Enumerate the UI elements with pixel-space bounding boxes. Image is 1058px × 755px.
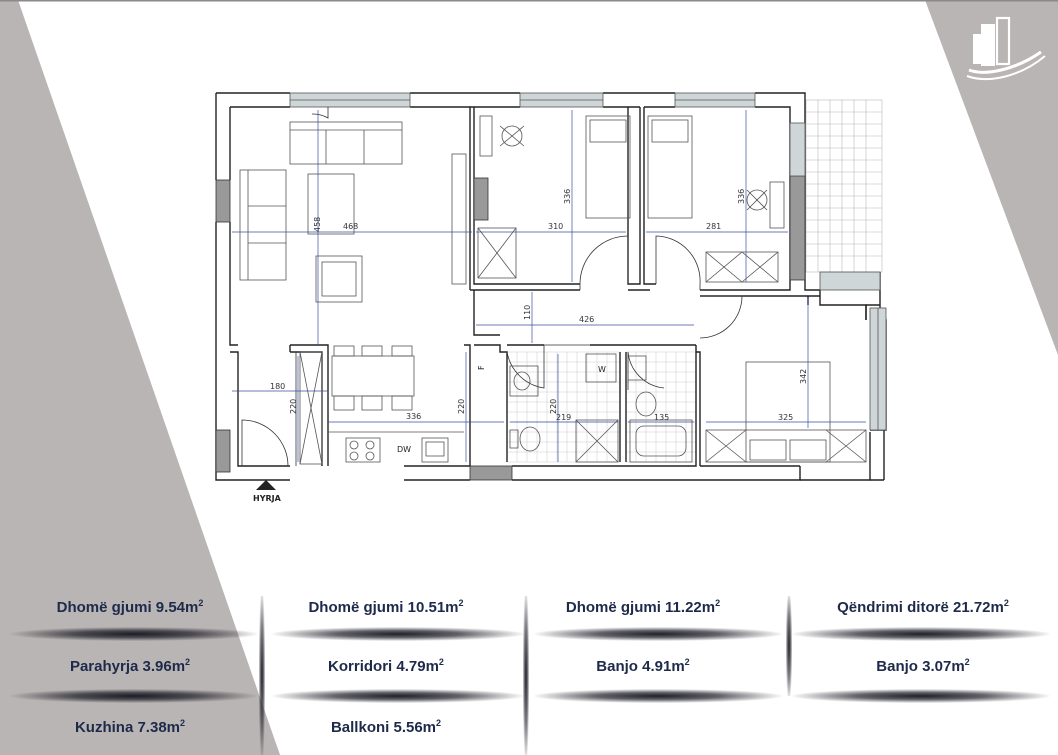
area-corridor: Korridori $4.79m^2$ (328, 657, 444, 675)
row-divider (792, 689, 1050, 703)
sofa-left (240, 170, 286, 280)
dim-180: 180 (270, 382, 286, 391)
bed-3 (746, 362, 830, 462)
dim-219: 219 (556, 413, 572, 422)
area-bedroom-3: Dhomë gjumi $11.22m^2$ (565, 598, 721, 616)
entrance-marker (253, 480, 282, 503)
area-living-room: Qëndrimi ditorë $21.72m^2$ (837, 598, 1009, 616)
dim-220-a: 220 (289, 398, 298, 414)
washbasin-2 (628, 356, 646, 380)
area-balcony: Ballkoni $5.56m^2$ (330, 718, 442, 736)
column-divider (786, 596, 792, 696)
row-divider (792, 627, 1050, 641)
dining-table (332, 356, 414, 396)
wardrobe-2 (706, 252, 778, 282)
bed-2 (648, 116, 692, 218)
dim-458: 458 (313, 216, 322, 232)
bed-1 (586, 116, 630, 218)
dim-426: 426 (579, 315, 595, 324)
dimension-labels (270, 189, 808, 454)
area-bedroom-2: Dhomë gjumi $10.51m^2$ (308, 598, 464, 616)
area-bedroom-1: Dhomë gjumi $9.54m^2$ (56, 598, 204, 616)
dim-336-c: 336 (406, 412, 422, 421)
dim-281: 281 (706, 222, 722, 231)
dim-110: 110 (523, 304, 532, 320)
dim-220-b: 220 (457, 398, 466, 414)
row-divider (272, 627, 524, 641)
area-bathroom-1: Banjo $4.91m^2$ (596, 657, 690, 675)
dim-310: 310 (548, 222, 564, 231)
armchair (316, 256, 362, 302)
dim-468: 468 (343, 222, 359, 231)
area-kitchen: Kuzhina $7.38m^2$ (74, 718, 186, 736)
entrance-arrow-icon (256, 480, 276, 490)
washer-label: W (598, 365, 606, 374)
balcony-tiles (806, 100, 882, 272)
dim-336-a: 336 (563, 188, 572, 204)
area-bathroom-2: Banjo $3.07m^2$ (876, 657, 970, 675)
column-divider (259, 596, 265, 755)
dim-342: 342 (799, 368, 808, 384)
row-divider (272, 689, 524, 703)
dishwasher-label: DW (397, 445, 412, 454)
entrance-label: HYRJA (253, 494, 281, 503)
row-divider (534, 689, 782, 703)
dim-336-b: 336 (737, 188, 746, 204)
dim-135: 135 (654, 413, 670, 422)
row-divider (10, 627, 258, 641)
row-divider (534, 627, 782, 641)
fridge-label: F (477, 365, 486, 370)
tv-unit (452, 154, 466, 284)
sofa-top (290, 122, 402, 164)
area-entry-hall: Parahyrja $3.96m^2$ (69, 657, 191, 675)
dim-325: 325 (778, 413, 794, 422)
column-divider (523, 596, 529, 755)
dim-220-c: 220 (549, 398, 558, 414)
row-divider (10, 689, 258, 703)
